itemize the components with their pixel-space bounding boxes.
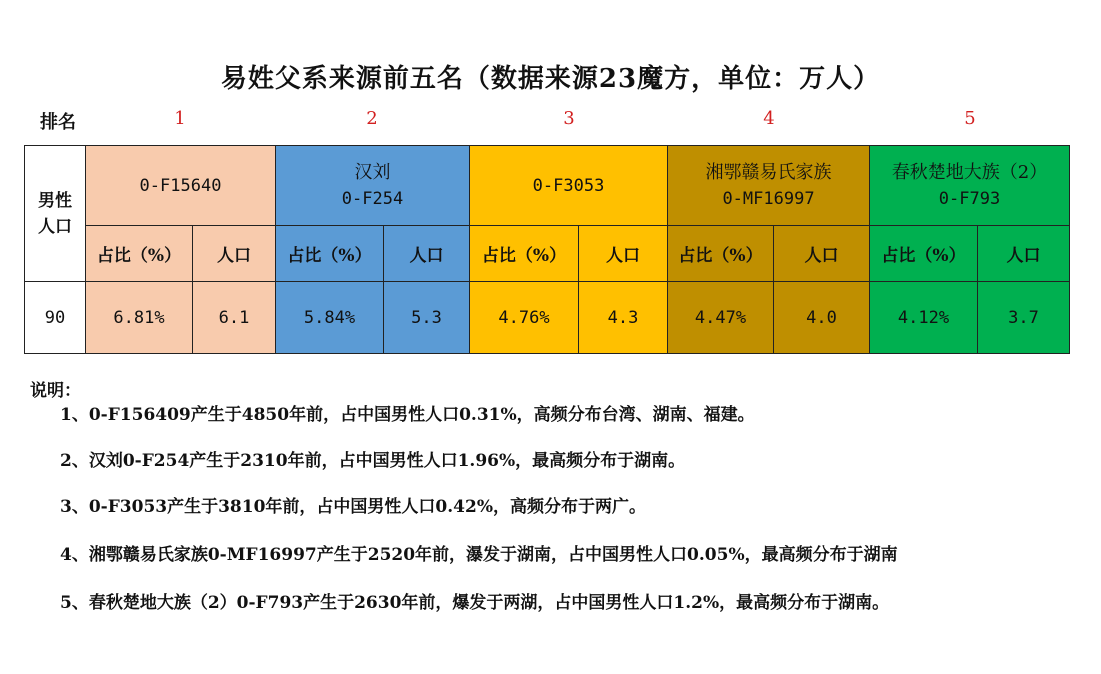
male-population-value: 90 bbox=[25, 282, 86, 354]
note-item: 5、春秋楚地大族（2）0-F793产生于2630年前，爆发于两湖，占中国男性人口1.2%，最高频分布于湖南。 bbox=[60, 593, 890, 613]
rank-row bbox=[0, 108, 1101, 134]
rank-number: 3 bbox=[563, 108, 575, 129]
notes-section bbox=[30, 376, 1090, 401]
population-label: 人口 bbox=[384, 226, 470, 282]
note-item: 4、湘鄂赣易氏家族0-MF16997产生于2520年前，瀑发于湖南，占中国男性人口0.05%，最高频分布于湖南 bbox=[60, 545, 898, 565]
group-header-4 bbox=[668, 146, 870, 226]
rank-number: 2 bbox=[366, 108, 378, 129]
group-name: 湘鄂赣易氏家族 bbox=[705, 161, 832, 183]
ratio-label: 占比（%） bbox=[870, 226, 978, 282]
population-value: 5.3 bbox=[384, 282, 470, 354]
group-code: 0-F3053 bbox=[532, 175, 605, 196]
note-item: 2、汉刘0-F254产生于2310年前，占中国男性人口1.96%，最高频分布于湖南。 bbox=[60, 451, 686, 471]
haplogroup-table bbox=[24, 145, 1070, 354]
group-code: 0-F793 bbox=[938, 188, 1001, 209]
population-value: 6.1 bbox=[193, 282, 276, 354]
note-item: 1、0-F156409产生于4850年前，占中国男性人口0.31%，高频分布台湾、湖南、福建。 bbox=[60, 405, 755, 425]
group-code: 0-F15640 bbox=[139, 175, 222, 196]
population-value: 4.3 bbox=[579, 282, 668, 354]
population-label: 人口 bbox=[193, 226, 276, 282]
group-code: 0-MF16997 bbox=[722, 188, 815, 209]
page-title: 易姓父系来源前五名（数据来源23魔方，单位：万人） bbox=[220, 64, 881, 94]
group-name: 汉刘 bbox=[354, 161, 391, 183]
group-header-1 bbox=[86, 146, 276, 226]
rank-number: 4 bbox=[763, 108, 775, 129]
ratio-value: 5.84% bbox=[276, 282, 384, 354]
ratio-label: 占比（%） bbox=[668, 226, 774, 282]
group-header-3 bbox=[470, 146, 668, 226]
population-label: 人口 bbox=[579, 226, 668, 282]
rank-number: 5 bbox=[964, 108, 976, 129]
population-label: 人口 bbox=[978, 226, 1070, 282]
group-header-2 bbox=[276, 146, 470, 226]
rank-label: 排名 bbox=[40, 112, 76, 133]
rank-number: 1 bbox=[174, 108, 186, 129]
male-population-header: 男性 人口 bbox=[25, 146, 86, 282]
ratio-value: 6.81% bbox=[86, 282, 193, 354]
note-item: 3、0-F3053产生于3810年前，占中国男性人口0.42%，高频分布于两广。 bbox=[60, 497, 646, 517]
ratio-value: 4.12% bbox=[870, 282, 978, 354]
ratio-value: 4.76% bbox=[470, 282, 579, 354]
group-name: 春秋楚地大族（2） bbox=[891, 161, 1048, 183]
notes-title: 说明： bbox=[30, 381, 81, 401]
group-header-5 bbox=[870, 146, 1070, 226]
group-code: 0-F254 bbox=[341, 188, 404, 209]
population-label: 人口 bbox=[774, 226, 870, 282]
ratio-label: 占比（%） bbox=[470, 226, 579, 282]
ratio-label: 占比（%） bbox=[276, 226, 384, 282]
ratio-value: 4.47% bbox=[668, 282, 774, 354]
ratio-label: 占比（%） bbox=[86, 226, 193, 282]
population-value: 4.0 bbox=[774, 282, 870, 354]
population-value: 3.7 bbox=[978, 282, 1070, 354]
